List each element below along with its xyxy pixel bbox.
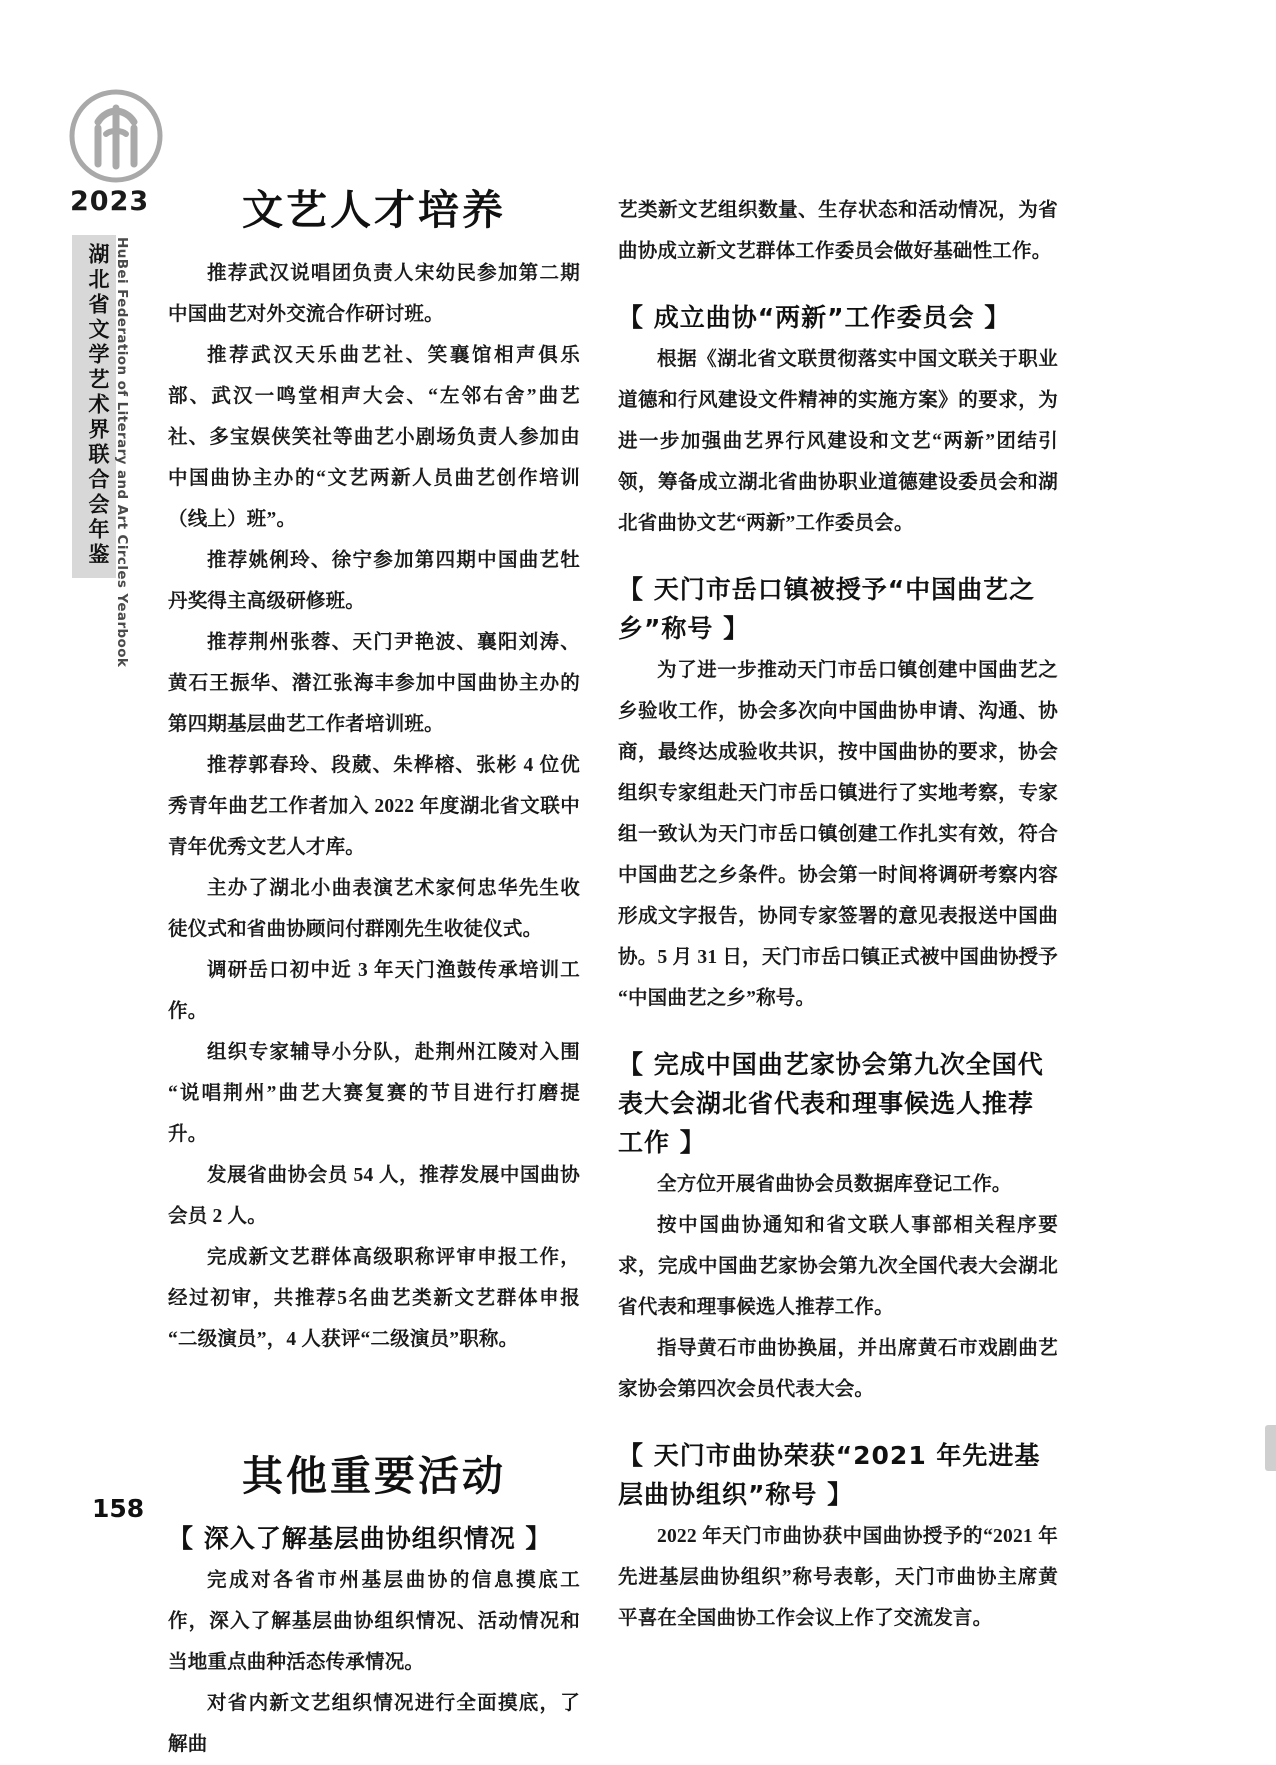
rail-vertical-title-cn: 湖北省文学艺术界联合会年鉴 <box>72 235 116 578</box>
paragraph: 发展省曲协会员 54 人，推荐发展中国曲协会员 2 人。 <box>168 1165 580 1227</box>
page-rail <box>62 88 182 668</box>
paragraph: 指导黄石市曲协换届，并出席黄石市戏剧曲艺家协会第四次会员代表大会。 <box>618 1338 1058 1400</box>
left-column <box>168 186 580 1765</box>
subsection-heading-grassroots-survey: 【 深入了解基层曲协组织情况 】 <box>168 1524 552 1553</box>
paragraph: 全方位开展省曲协会员数据库登记工作。 <box>657 1174 1012 1195</box>
subsection-heading-ninth-congress: 【 完成中国曲艺家协会第九次全国代表大会湖北省代表和理事候选人推荐工作 】 <box>618 1050 1044 1157</box>
paragraph: 推荐武汉天乐曲艺社、笑襄馆相声俱乐部、武汉一鸣堂相声大会、“左邻右舍”曲艺社、多宝娱侠笑社等曲艺小剧场负责人参加由中国曲协主办的“文艺两新人员曲艺创作培训（线上）班”。 <box>168 345 580 530</box>
subsection-heading-tianmen-award: 【 天门市曲协荣获“2021 年先进基层曲协组织”称号 】 <box>618 1441 1041 1509</box>
section-title-talent-training: 文艺人才培养 <box>242 186 506 234</box>
paragraph: 根据《湖北省文联贯彻落实中国文联关于职业道德和行风建设文件精神的实施方案》的要求，为进一步加强曲艺界行风建设和文艺“两新”团结引领，筹备成立湖北省曲协职业道德建设委员会和湖北省曲协文艺“两新”工作委员会。 <box>618 349 1058 534</box>
paragraph: 完成新文艺群体高级职称评审申报工作，经过初审，共推荐5名曲艺类新文艺群体申报“二级演员”，4 人获评“二级演员”职称。 <box>168 1247 580 1350</box>
subsection-heading-liangxin-committee: 【 成立曲协“两新”工作委员会 】 <box>618 303 1011 332</box>
paragraph: 对省内新文艺组织情况进行全面摸底，了解曲 <box>168 1693 580 1755</box>
paragraph: 推荐郭春玲、段葳、朱桦榕、张彬 4 位优秀青年曲艺工作者加入 2022 年度湖北省文联中青年优秀文艺人才库。 <box>168 755 580 858</box>
paragraph-continuation: 艺类新文艺组织数量、生存状态和活动情况，为省曲协成立新文艺群体工作委员会做好基础性工作。 <box>618 200 1058 262</box>
paragraph: 调研岳口初中近 3 年天门渔鼓传承培训工作。 <box>168 960 580 1022</box>
section-title-other-activities: 其他重要活动 <box>242 1452 506 1500</box>
paragraph: 2022 年天门市曲协获中国曲协授予的“2021 年先进基层曲协组织”称号表彰，天门市曲协主席黄平喜在全国曲协工作会议上作了交流发言。 <box>618 1526 1058 1629</box>
paragraph: 按中国曲协通知和省文联人事部相关程序要求，完成中国曲艺家协会第九次全国代表大会湖北省代表和理事候选人推荐工作。 <box>618 1215 1058 1318</box>
paragraph: 为了进一步推动天门市岳口镇创建中国曲艺之乡验收工作，协会多次向中国曲协申请、沟通、协商，最终达成验收共识，按中国曲协的要求，协会组织专家组赴天门市岳口镇进行了实地考察，专家组一致认为天门市岳口镇创建工作扎实有效，符合中国曲艺之乡条件。协会第一时间将调研考察内容形成文字报告，协同专家签署的意见表报送中国曲协。5 月 31 日，天门市岳口镇正式被中国曲协授予“中国曲艺之乡”称号。 <box>618 660 1058 1009</box>
paragraph: 推荐荆州张蓉、天门尹艳波、襄阳刘涛、黄石王振华、潜江张海丰参加中国曲协主办的第四期基层曲艺工作者培训班。 <box>168 632 580 735</box>
page-edge-marker <box>1265 1425 1276 1471</box>
rail-year: 2023 <box>70 186 150 217</box>
page-number: 158 <box>92 1494 145 1523</box>
paragraph: 主办了湖北小曲表演艺术家何忠华先生收徒仪式和省曲协顾问付群刚先生收徒仪式。 <box>168 878 580 940</box>
right-column <box>618 190 1058 1639</box>
paragraph: 组织专家辅导小分队，赴荆州江陵对入围“说唱荆州”曲艺大赛复赛的节目进行打磨提升。 <box>168 1042 580 1145</box>
paragraph: 完成对各省市州基层曲协的信息摸底工作，深入了解基层曲协组织情况、活动情况和当地重点曲种活态传承情况。 <box>168 1570 580 1673</box>
paragraph: 推荐姚俐玲、徐宁参加第四期中国曲艺牡丹奖得主高级研修班。 <box>168 550 580 612</box>
rail-vertical-title-en: HuBei Federation of Literary and Art Circles Yearbook <box>114 237 130 668</box>
paragraph: 推荐武汉说唱团负责人宋幼民参加第二期中国曲艺对外交流合作研讨班。 <box>168 263 580 325</box>
subsection-heading-yuekou-town-title: 【 天门市岳口镇被授予“中国曲艺之乡”称号 】 <box>618 575 1036 643</box>
hubei-federation-emblem-icon <box>68 88 164 184</box>
